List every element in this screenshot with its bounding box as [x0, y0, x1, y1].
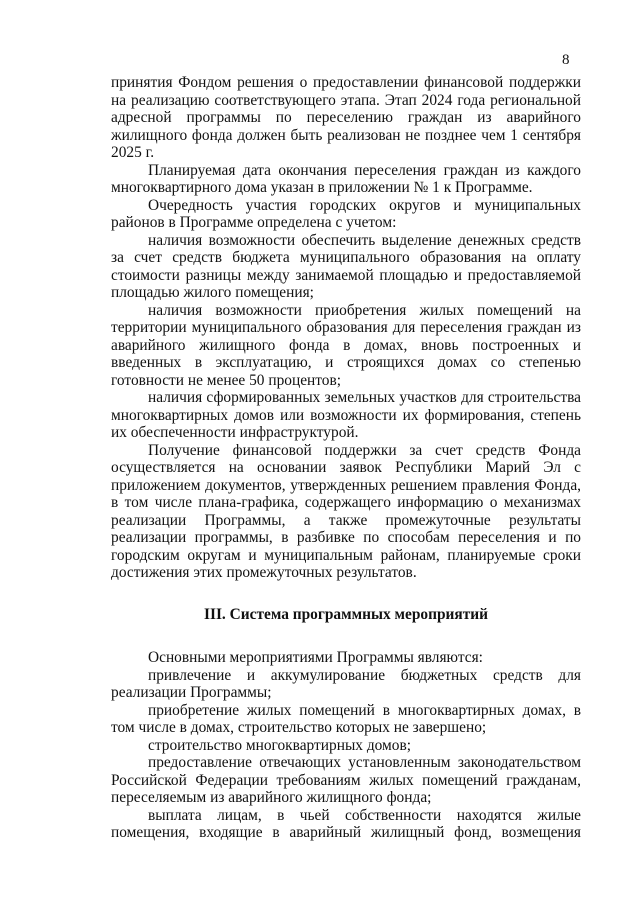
paragraph: предоставление отвечающих установленным законодательством Российской Федерации требованиям жилых помещений гражданам, переселяемым из аварийного жилищного фонда;: [111, 754, 581, 806]
paragraph: приобретение жилых помещений в многоквартирных домах, в том числе в домах, строительство которых не завершено;: [111, 701, 581, 736]
paragraph: принятия Фондом решения о предоставлении финансовой поддержки на реализацию соответствующего этапа. Этап 2024 года региональной адресной программы по переселению граждан из аварийного жилищного фонда должен быть реализован не позднее чем 1 сентября 2025 г.: [111, 74, 581, 161]
paragraph: наличия возможности приобретения жилых помещений на территории муниципального образования для переселения граждан из аварийного жилищного фонда в домах, вновь построенных и введенных в эксплуатацию, и строящихся домах со степенью готовности не менее 50 процентов;: [111, 301, 581, 389]
paragraph: наличия возможности обеспечить выделение денежных средств за счет средств бюджета муниципального образования на оплату стоимости разницы между занимаемой площадью и предоставляемой площадью жилого помещения;: [111, 231, 581, 301]
paragraph: строительство многоквартирных домов;: [148, 736, 412, 754]
paragraph: Получение финансовой поддержки за счет средств Фонда осуществляется на основании заявок Республики Марий Эл с приложением документов, утвержденных решением правления Фонда, в том числе плана-графика, содержащего информацию о механизмах реализации Программы, а также промежуточные результаты реализации программы, в разбивке по способам переселения и по городским округам и муниципальным районам, планируемые сроки достижения этих промежуточных результатов.: [111, 441, 581, 581]
paragraph: Планируемая дата окончания переселения граждан из каждого многоквартирного дома указан в приложении № 1 к Программе.: [111, 161, 581, 196]
section-measures: [111, 649, 581, 842]
paragraph: привлечение и аккумулирование бюджетных средств для реализации Программы;: [111, 666, 581, 701]
paragraph: Основными мероприятиями Программы являются:: [148, 649, 483, 666]
page-number: 8: [562, 52, 570, 68]
document-body: [111, 74, 581, 842]
paragraph: наличия сформированных земельных участков для строительства многоквартирных домов или возможности их формирования, степень их обеспеченности инфраструктурой.: [111, 389, 581, 441]
paragraph: выплата лицам, в чьей собственности находятся жилые помещения, входящие в аварийный жилищный фонд, возмещения: [111, 806, 581, 841]
paragraph: Очередность участия городских округов и муниципальных районов в Программе определена с учетом:: [111, 196, 581, 231]
section-intro: [111, 74, 581, 582]
section-heading: III. Система программных мероприятий: [203, 605, 489, 623]
